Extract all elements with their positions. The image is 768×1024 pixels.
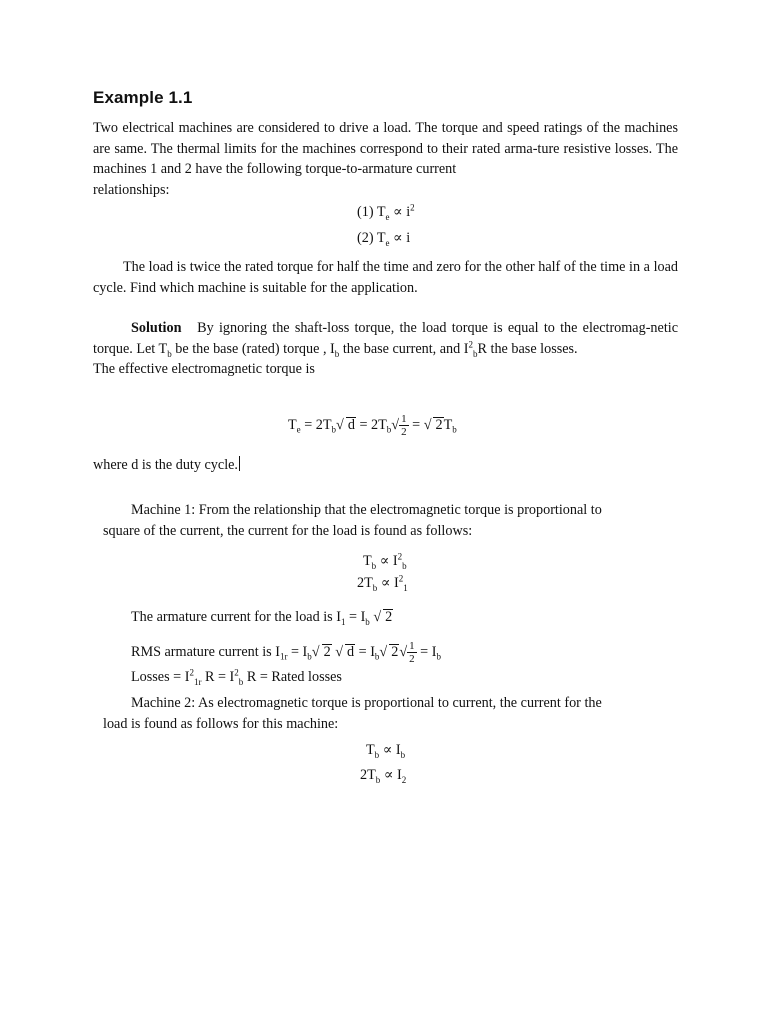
duty-cycle-note: where d is the duty cycle. bbox=[93, 457, 238, 473]
machine2-intro: Machine 2: As electromagnetic torque is proportional to current, the current for the load is found as follows for this machine: bbox=[103, 695, 602, 732]
problem-paragraph-1 bbox=[93, 118, 678, 200]
problem-text-last: relationships: bbox=[93, 181, 170, 198]
problem-text: Two electrical machines are considered to drive a load. The torque and speed ratings of the machines are same. The thermal limits for the machines correspond to their rated arma-ture resistive losses. The machines 1 and 2 have the following torque-to-armature current bbox=[93, 120, 678, 177]
example-heading: Example 1.1 bbox=[93, 88, 193, 107]
losses-line: Losses = $I^2_{1r}$ $R = I^2_b$ R = Rated losses bbox=[131, 667, 342, 687]
relationship-1: (1) $T_e \propto i^2$ bbox=[357, 202, 415, 222]
text-cursor bbox=[239, 456, 240, 471]
machine1-relation-2: $2T_b \propto I^2_1$ bbox=[357, 573, 408, 593]
machine1-intro: Machine 1: From the relationship that the electromagnetic torque is proportional to square of the current, the current for the load is found as follows: bbox=[103, 502, 602, 539]
effective-torque-equation: $T_e = 2T_b√$ $d = 2T_b√$ $\frac{1}{2}$ = √ $2T_b$ bbox=[288, 413, 457, 438]
armature-current-line: The armature current for the load is $I_1 = I_b$ √ 2 bbox=[131, 609, 393, 627]
rms-current-line: RMS armature current is $I_{1r} = I_b√$ 2 √ $d = I_b√$ 2√ $\frac{1}{2}$ = $I_b$ bbox=[131, 640, 441, 665]
solution-paragraph: Solution By ignoring the shaft-loss torque, the load torque is equal to the electromag-netic torque. Let $T_b$ be the base (rated) torque , $I_b$ the base current, and $I^2_bR$ the base losses. The effective electromagnetic torque is bbox=[93, 320, 678, 377]
relationship-2: (2) $T_e \propto i$ bbox=[357, 230, 411, 248]
machine1-relation-1: $T_b \propto I^2_b$ bbox=[363, 551, 407, 571]
solution-label: Solution bbox=[131, 320, 182, 336]
machine2-relation-1: $T_b \propto I_b$ bbox=[366, 742, 406, 760]
machine2-relation-2: $2T_b \propto I_2$ bbox=[360, 767, 407, 785]
problem-paragraph-2: The load is twice the rated torque for half the time and zero for the other half of the time in a load cycle. Find which machine is suitable for the application. bbox=[93, 259, 678, 296]
